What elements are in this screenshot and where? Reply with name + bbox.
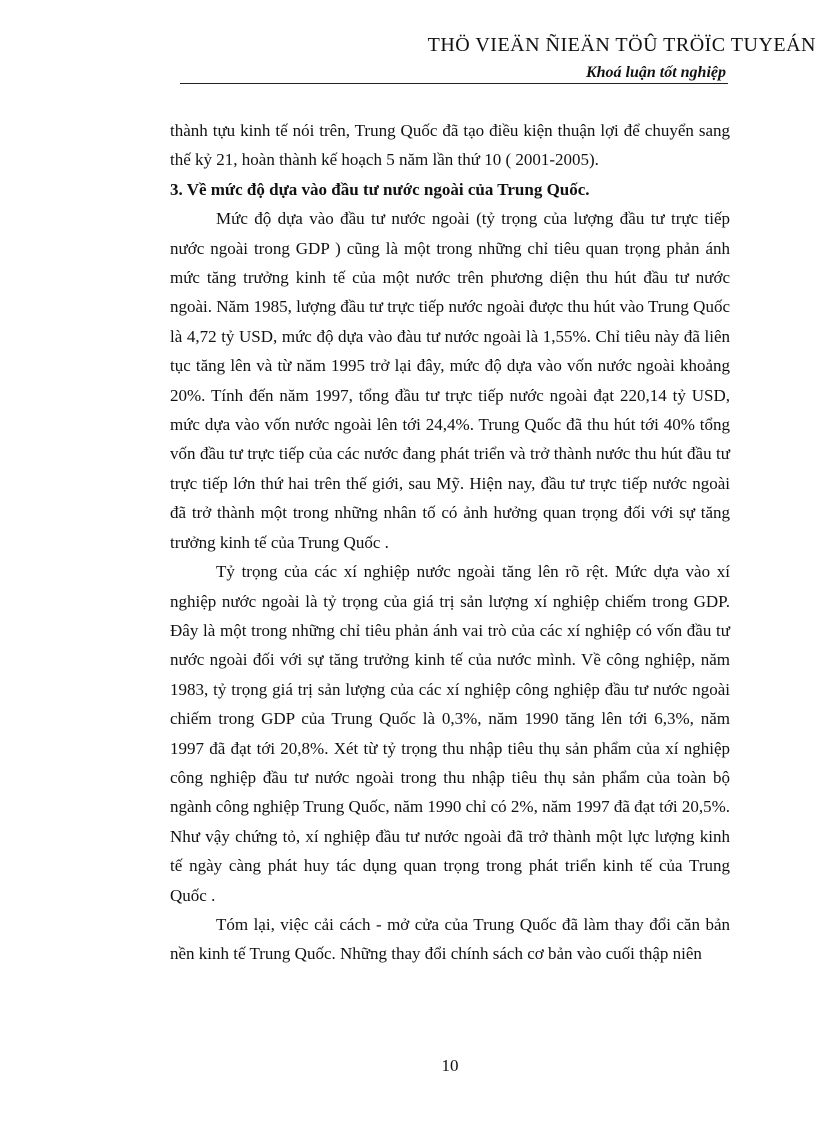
paragraph-foreign-investment-dependence: Mức độ dựa vào đầu tư nước ngoài (tỷ trọng của lượng đầu tư trực tiếp nước ngoài trong GDP ) cũng là một trong những chỉ tiêu quan trọng phản ánh mức tăng trưởng kinh tế của một nước trên phương diện thu hút đầu tư nước ngoài. Năm 1985, lượng đầu tư trực tiếp nước ngoài được thu hút vào Trung Quốc là 4,72 tỷ USD, mức độ dựa vào đàu tư nước ngoài là 1,55%. Chỉ tiêu này đã liên tục tăng lên và từ năm 1995 trở lại đây, mức độ dựa vào vốn nước ngoài khoảng 20%. Tính đến năm 1997, tổng đầu tư trực tiếp nước ngoài đạt 220,14 tỷ USD, mức dựa vào vốn nước ngoài lên tới 24,4%. Trung Quốc đã thu hút tới 40% tổng vốn đầu tư trực tiếp của các nước đang phát triển và trở thành nước thu hút đầu tư trực tiếp lớn thứ hai trên thế giới, sau Mỹ. Hiện nay, đầu tư trực tiếp nước ngoài đã trở thành một trong những nhân tố có ảnh hưởng quan trọng đối với sự tăng trưởng kinh tế của Trung Quốc . (170, 209, 730, 552)
header-divider (180, 83, 728, 84)
body-text (170, 116, 730, 969)
page-number: 10 (441, 1056, 459, 1075)
section-heading: 3. Về mức độ dựa vào đầu tư nước ngoài của Trung Quốc. (170, 179, 590, 199)
paragraph-continued: thành tựu kinh tế nói trên, Trung Quốc đã tạo điều kiện thuận lợi để chuyển sang thế kỷ 21, hoàn thành kế hoạch 5 năm lần thứ 10 ( 2001-2005). (170, 121, 730, 170)
header-title: THÖ VIEÄN ÑIEÄN TÖÛ TRÖÏC TUYEÁN (427, 34, 816, 56)
header-subtitle: Khoá luận tốt nghiệp (585, 64, 726, 81)
paragraph-foreign-enterprises-share: Tỷ trọng của các xí nghiệp nước ngoài tăng lên rõ rệt. Mức dựa vào xí nghiệp nước ngoài là tỷ trọng của giá trị sản lượng xí nghiệp chiếm trong GDP. Đây là một trong những chỉ tiêu phản ánh vai trò của các xí nghiệp có vốn đầu tư nước ngoài đối với sự tăng trưởng kinh tế của nước mình. Về công nghiệp, năm 1983, tỷ trọng giá trị sản lượng của các xí nghiệp công nghiệp đầu tư nước ngoài chiếm trong GDP của Trung Quốc là 0,3%, năm 1990 tăng lên tới 6,3%, năm 1997 đã đạt tới 20,8%. Xét từ tỷ trọng thu nhập tiêu thụ sản phẩm của xí nghiệp công nghiệp đầu tư nước ngoài trong thu nhập tiêu thụ sản phẩm của toàn bộ ngành công nghiệp Trung Quốc, năm 1990 chỉ có 2%, năm 1997 đã đạt tới 20,5%. Như vậy chứng tỏ, xí nghiệp đầu tư nước ngoài đã trở thành một lực lượng kinh tế ngày càng phát huy tác dụng quan trọng trong phát triển kinh tế của Trung Quốc . (170, 562, 730, 905)
paragraph-summary: Tóm lại, việc cải cách - mở cửa của Trung Quốc đã làm thay đổi căn bản nền kinh tế Trung Quốc. Những thay đổi chính sách cơ bản vào cuối thập niên (170, 914, 730, 964)
